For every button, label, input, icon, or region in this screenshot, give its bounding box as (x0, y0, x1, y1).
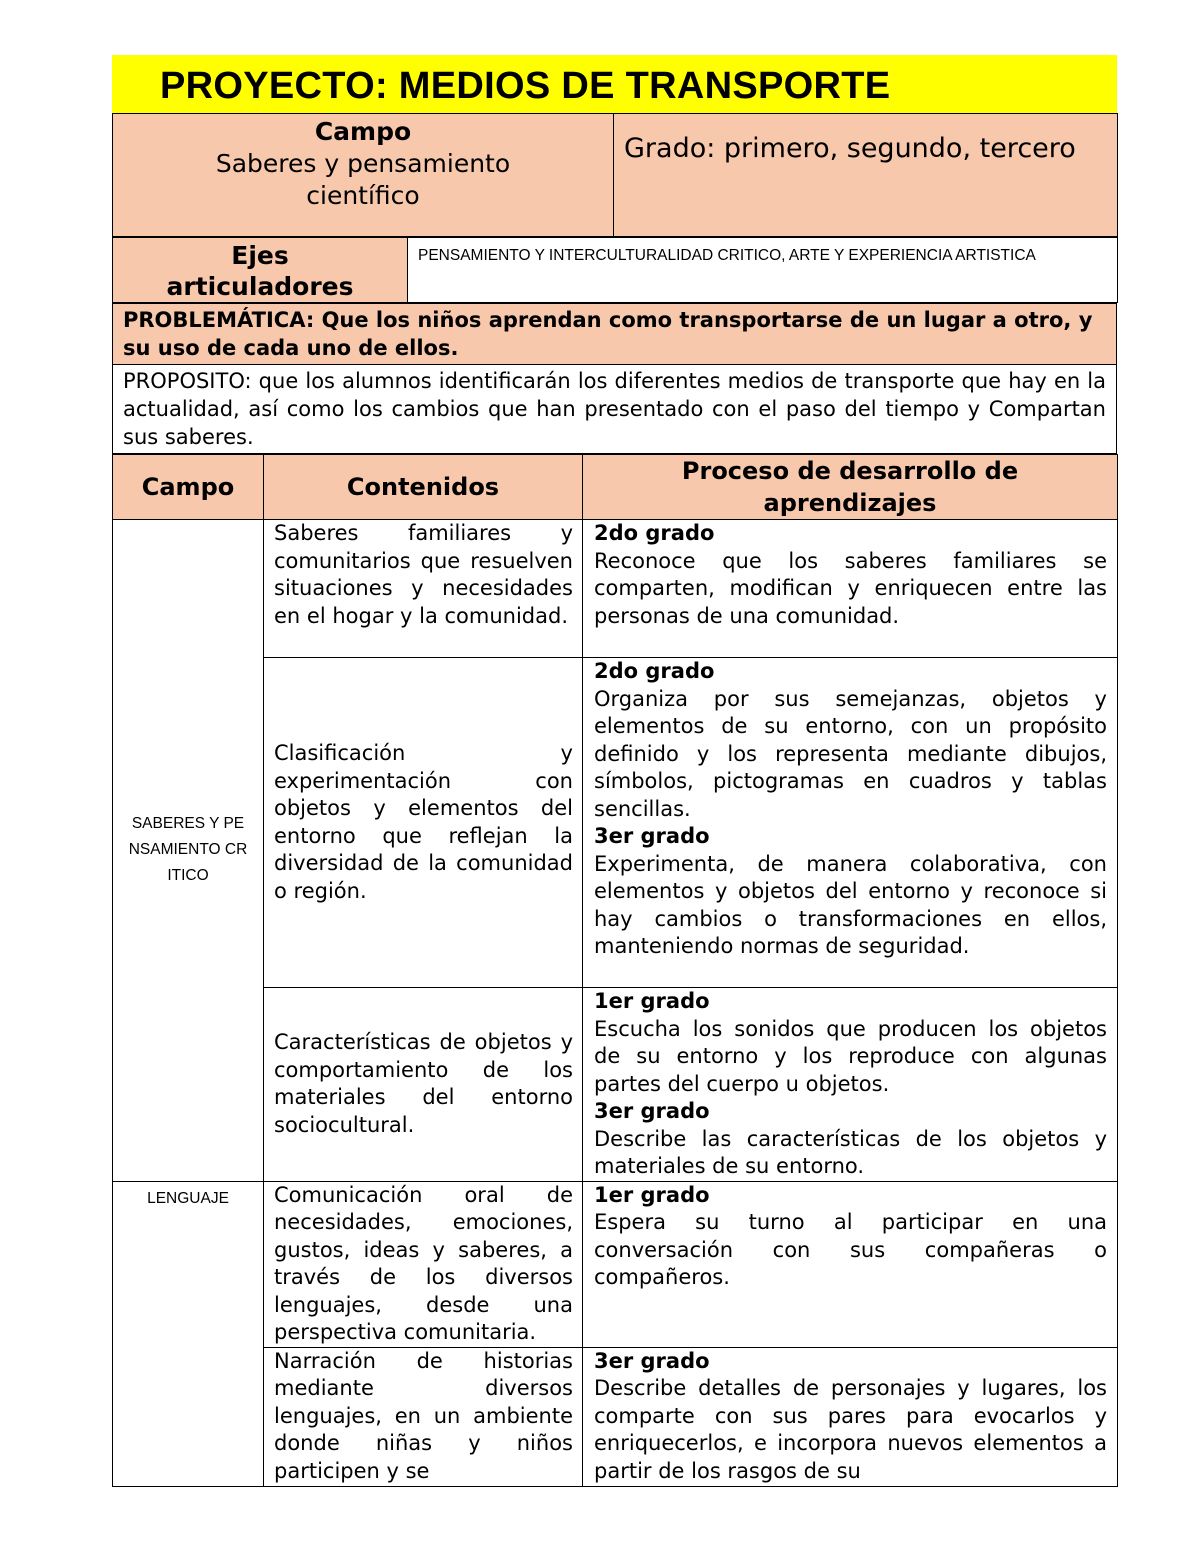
col-proceso-header (583, 455, 1118, 520)
contenido-text: Narración de historias mediante diversos lenguajes, en un ambiente donde niñas y niños participen y se (274, 1348, 573, 1483)
proceso-text: Describe detalles de personajes y lugares, los comparte con sus pares para evocarlos y enriquecerlos, e incorpora nuevos elementos a partir de los rasgos de su (594, 1376, 1107, 1483)
contenido-cell (264, 1181, 583, 1347)
campo-label: Campo (314, 117, 412, 146)
ejes-value-cell (408, 238, 1118, 303)
project-title: PROYECTO: MEDIOS DE TRANSPORTE (160, 65, 891, 107)
grado-label: 1er grado (594, 1182, 710, 1207)
proposito-text: PROPOSITO: que los alumnos identificarán los diferentes medios de transporte que hay en la actualidad, así como los cambios que han presentado con el paso del tiempo y Compartan sus saberes. (123, 369, 1106, 449)
campo-saberes-label: SABERES Y PENSAMIENTO CRITICO (128, 815, 248, 885)
contenido-text: Comunicación oral de necesidades, emociones, gustos, ideas y saberes, a través de los diversos lenguajes, desde una perspectiva comunitaria. (274, 1182, 573, 1344)
proceso-text: Experimenta, de manera colaborativa, con elementos y objetos del entorno y reconoce si hay cambios o transformaciones en ellos, manteniendo normas de seguridad. (594, 851, 1107, 958)
proceso-text: Escucha los sonidos que producen los objetos de su entorno y los reproduce con algunas partes del cuerpo u objetos. (594, 1016, 1107, 1096)
contenido-text: Saberes familiares y comunitarios que resuelven situaciones y necesidades en el hogar y la comunidad. (274, 521, 573, 628)
proceso-text: Describe las características de los objetos y materiales de su entorno. (594, 1126, 1107, 1178)
ejes-label: Ejes articuladores (166, 241, 354, 301)
grado-label: 3er grado (594, 1099, 710, 1123)
problematica-cell (113, 304, 1117, 365)
grado-cell (614, 114, 1118, 237)
proceso-text: Organiza por sus semejanzas, objetos y elementos de su entorno, con un propósito definido y los representa mediante dibujos, símbolos, pictogramas en cuadros y tablas sencillas. (594, 686, 1107, 821)
contenido-cell (264, 658, 583, 988)
campo-header-cell (113, 114, 614, 237)
proceso-cell (583, 1347, 1118, 1486)
grado-label: 3er grado (594, 824, 710, 848)
content-table (112, 454, 1118, 1487)
grado-label: 2do grado (594, 659, 715, 683)
campo-value: Saberes y pensamiento científico (215, 149, 511, 210)
proceso-cell (583, 988, 1118, 1182)
grado-label: 3er grado (594, 1348, 710, 1373)
proposito-cell (113, 365, 1117, 454)
header-table (112, 113, 1118, 237)
grado-text: Grado: primero, segundo, tercero (624, 133, 1076, 164)
col-campo-header: Campo (113, 455, 264, 520)
ejes-table (112, 237, 1118, 303)
ejes-label-cell (113, 238, 408, 303)
title-banner (112, 55, 1117, 113)
campo-lenguaje-cell (113, 1181, 264, 1486)
contenido-text: Clasificación y experimentación con objetos y elementos del entorno que reflejan la diversidad de la comunidad o región. (274, 741, 573, 903)
proceso-cell (583, 658, 1118, 988)
document-page (112, 55, 1117, 1487)
proceso-cell (583, 520, 1118, 658)
col-contenidos-header: Contenidos (264, 455, 583, 520)
contenido-cell (264, 1347, 583, 1486)
problematica-text: PROBLEMÁTICA: Que los niños aprendan como transportarse de un lugar a otro, y su uso de cada uno de ellos. (123, 308, 1093, 360)
problem-table (112, 303, 1117, 454)
proceso-text: Espera su turno al participar en una conversación con sus compañeras o compañeros. (594, 1210, 1107, 1289)
proceso-cell (583, 1181, 1118, 1347)
ejes-value: PENSAMIENTO Y INTERCULTURALIDAD CRITICO, ARTE Y EXPERIENCIA ARTISTICA (418, 247, 1036, 264)
grado-label: 2do grado (594, 521, 715, 545)
proceso-text: Reconoce que los saberes familiares se comparten, modifican y enriquecen entre las personas de una comunidad. (594, 548, 1107, 628)
col-proceso-label: Proceso de desarrollo de aprendizajes (681, 457, 1019, 517)
contenido-text: Características de objetos y comportamiento de los materiales del entorno sociocultural. (274, 1030, 573, 1137)
grado-label: 1er grado (594, 989, 710, 1013)
contenido-cell (264, 520, 583, 658)
campo-saberes-cell (113, 520, 264, 1182)
contenido-cell (264, 988, 583, 1182)
campo-lenguaje-label: LENGUAJE (147, 1189, 229, 1207)
